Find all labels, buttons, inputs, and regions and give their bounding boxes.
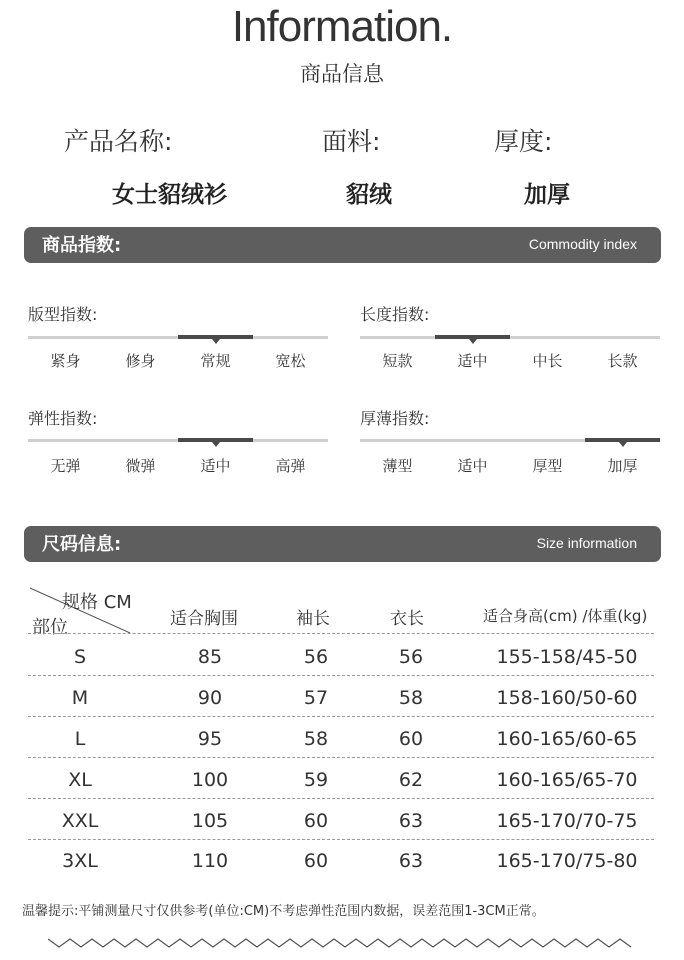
- sleeve-cell: 56: [303, 646, 329, 668]
- bust-cell: 95: [197, 728, 223, 750]
- elasticity-option-selected: 适中: [200, 457, 231, 475]
- product-name-value: 女士貂绒衫: [112, 182, 227, 208]
- fit-option: 修身: [125, 352, 156, 370]
- fit-option: 紧身: [50, 352, 81, 370]
- thickness-option: 薄型: [382, 457, 413, 475]
- size-cell: S: [73, 646, 87, 668]
- size-cell: XXL: [61, 810, 99, 832]
- measurement-note: 温馨提示:平铺测量尺寸仅供参考(单位:CM)不考虑弹性范围内数据，误差范围1-3CM正常。: [22, 904, 545, 919]
- length-option: 短款: [382, 352, 413, 370]
- size-cell: M: [71, 687, 89, 709]
- length-cell: 63: [398, 850, 424, 872]
- row-separator: [28, 675, 654, 676]
- col-header-bust: 适合胸围: [170, 609, 238, 629]
- elasticity-index-title: 弹性指数:: [28, 409, 98, 428]
- commodity-index-bar: [24, 227, 661, 263]
- row-separator: [28, 798, 654, 799]
- bust-cell: 110: [191, 850, 229, 872]
- length-option: 长款: [607, 352, 638, 370]
- row-separator: [28, 633, 654, 634]
- length-option-selected: 适中: [457, 352, 488, 370]
- length-cell: 62: [398, 769, 424, 791]
- length-option: 中长: [532, 352, 563, 370]
- thickness-index-track: [360, 439, 660, 442]
- fabric-label: 面料:: [322, 127, 381, 156]
- col-header-sleeve: 袖长: [296, 609, 330, 629]
- row-separator: [28, 716, 654, 717]
- table-header-spec: 规格 CM: [62, 592, 132, 613]
- height-weight-cell: 155-158/45-50: [496, 646, 638, 668]
- sleeve-cell: 59: [303, 769, 329, 791]
- fit-option-selected: 常规: [200, 352, 231, 370]
- length-index-title: 长度指数:: [360, 305, 430, 324]
- fit-index-title: 版型指数:: [28, 305, 98, 324]
- height-weight-cell: 165-170/75-80: [496, 850, 638, 872]
- thickness-label: 厚度:: [494, 127, 553, 156]
- elasticity-index-track: [28, 439, 328, 442]
- thickness-option-selected: 加厚: [607, 457, 638, 475]
- elasticity-option: 高弹: [275, 457, 306, 475]
- size-cell: L: [74, 728, 86, 750]
- length-cell: 60: [398, 728, 424, 750]
- fit-index-marker: [178, 335, 253, 339]
- length-cell: 63: [398, 810, 424, 832]
- table-header-part: 部位: [32, 617, 68, 638]
- commodity-index-subtitle: Commodity index: [528, 236, 637, 252]
- page-title-cn: 商品信息: [300, 62, 384, 86]
- bust-cell: 100: [191, 769, 229, 791]
- sleeve-cell: 60: [303, 850, 329, 872]
- sleeve-cell: 58: [303, 728, 329, 750]
- commodity-index-title: 商品指数:: [42, 235, 122, 256]
- length-index-marker: [435, 335, 510, 339]
- size-info-title: 尺码信息:: [42, 534, 122, 555]
- fabric-value: 貂绒: [346, 182, 392, 208]
- thickness-option: 厚型: [532, 457, 563, 475]
- elasticity-option: 微弹: [125, 457, 156, 475]
- bust-cell: 85: [197, 646, 223, 668]
- product-name-label: 产品名称:: [64, 127, 173, 156]
- height-weight-cell: 158-160/50-60: [496, 687, 638, 709]
- decorative-wave-divider: [48, 936, 638, 950]
- bust-cell: 105: [191, 810, 229, 832]
- col-header-length: 衣长: [390, 609, 424, 629]
- size-info-subtitle: Size information: [536, 535, 637, 551]
- row-separator: [28, 839, 654, 840]
- thickness-index-title: 厚薄指数:: [360, 409, 430, 428]
- length-cell: 58: [398, 687, 424, 709]
- size-cell: XL: [68, 769, 92, 791]
- length-cell: 56: [398, 646, 424, 668]
- thickness-option: 适中: [457, 457, 488, 475]
- thickness-index-marker: [585, 438, 660, 442]
- bust-cell: 90: [197, 687, 223, 709]
- elasticity-index-marker: [178, 438, 253, 442]
- height-weight-cell: 165-170/70-75: [496, 810, 638, 832]
- height-weight-cell: 160-165/65-70: [496, 769, 638, 791]
- col-header-height-weight: 适合身高(cm) /体重(kg): [483, 607, 648, 625]
- length-index-track: [360, 336, 660, 339]
- page-title-en: Information.: [231, 2, 453, 51]
- size-cell: 3XL: [62, 850, 98, 872]
- fit-index-track: [28, 336, 328, 339]
- height-weight-cell: 160-165/60-65: [496, 728, 638, 750]
- row-separator: [28, 757, 654, 758]
- elasticity-option: 无弹: [50, 457, 81, 475]
- thickness-value: 加厚: [524, 182, 570, 208]
- fit-option: 宽松: [275, 352, 306, 370]
- sleeve-cell: 57: [303, 687, 329, 709]
- size-info-bar: [24, 526, 661, 562]
- sleeve-cell: 60: [303, 810, 329, 832]
